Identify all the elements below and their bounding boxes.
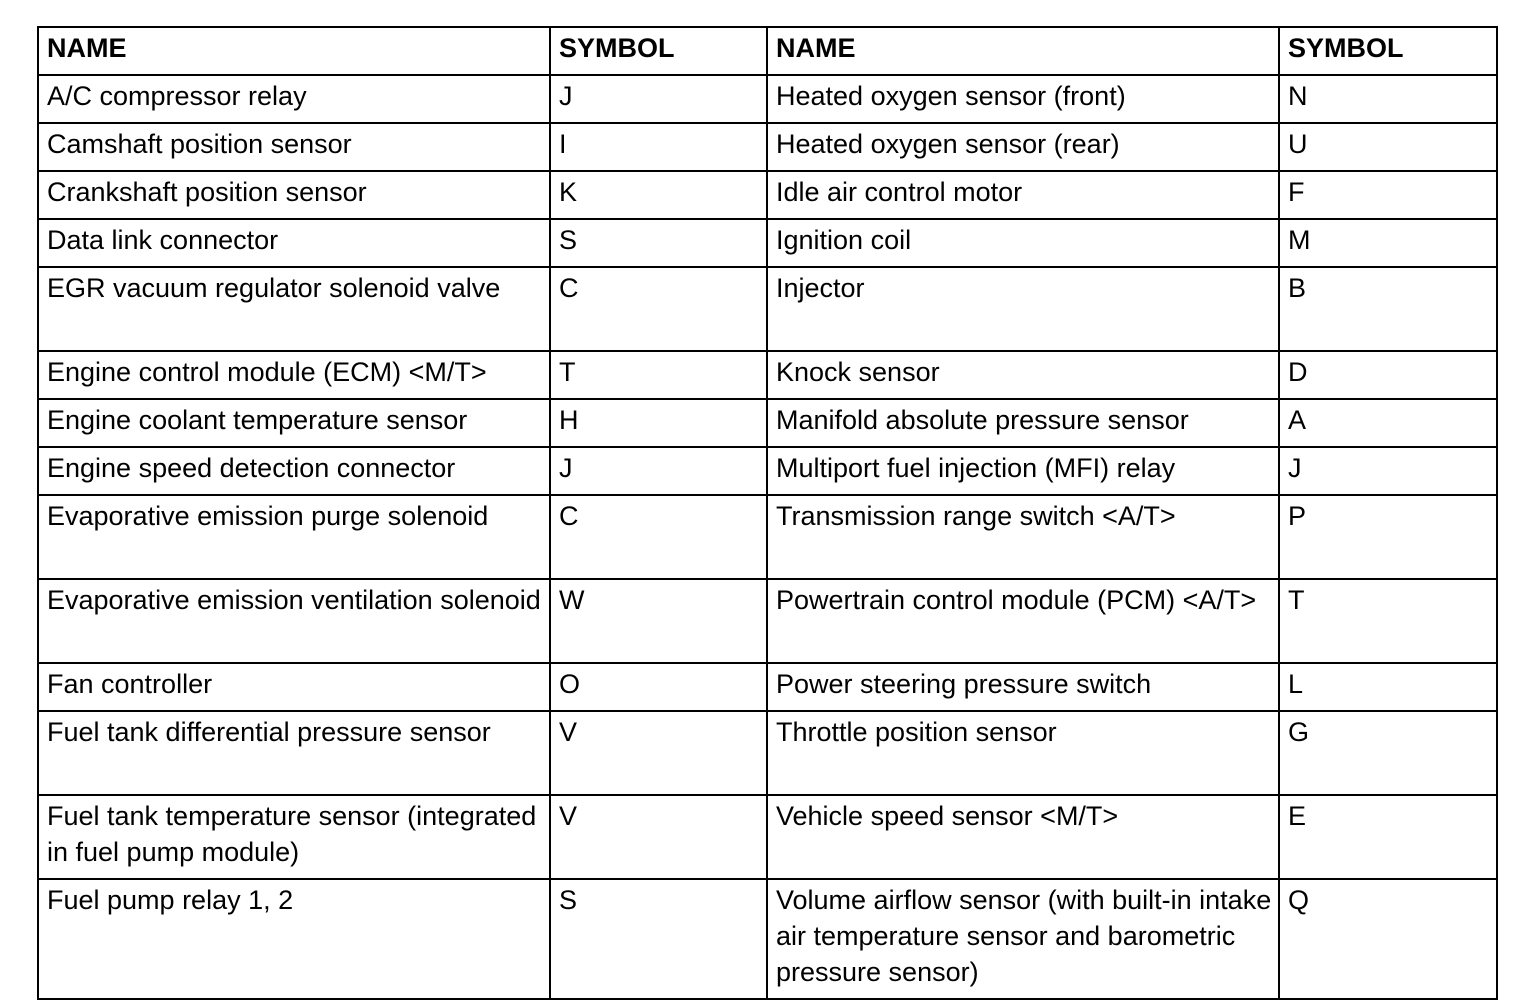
name-right-cell: Idle air control motor [767,171,1279,219]
table-row [38,579,1497,663]
table-row [38,663,1497,711]
name-left-cell: Engine coolant temperature sensor [38,399,550,447]
table-row [38,75,1497,123]
name-right-cell: Powertrain control module (PCM) <A/T> [767,579,1279,663]
table-row [38,795,1497,879]
table-row [38,171,1497,219]
name-left-cell: Evaporative emission ventilation solenoid [38,579,550,663]
table-row [38,123,1497,171]
name-right-cell: Volume airflow sensor (with built-in intake air temperature sensor and barometric pressure sensor) [767,879,1279,999]
symbol-right-cell: E [1279,795,1497,879]
name-left-cell: Fan controller [38,663,550,711]
name-left-cell: Fuel tank temperature sensor (integrated in fuel pump module) [38,795,550,879]
table-row [38,495,1497,579]
name-left-cell: Data link connector [38,219,550,267]
symbol-right-cell: B [1279,267,1497,351]
table-row [38,879,1497,999]
header-name-right: NAME [767,27,1279,75]
symbol-left-cell: W [550,579,767,663]
name-right-cell: Power steering pressure switch [767,663,1279,711]
symbol-left-cell: S [550,219,767,267]
name-left-cell: Fuel tank differential pressure sensor [38,711,550,795]
table-row [38,711,1497,795]
symbol-right-cell: F [1279,171,1497,219]
symbol-left-cell: O [550,663,767,711]
name-right-cell: Injector [767,267,1279,351]
table-row [38,447,1497,495]
name-left-cell: Evaporative emission purge solenoid [38,495,550,579]
symbol-right-cell: N [1279,75,1497,123]
header-symbol-right: SYMBOL [1279,27,1497,75]
symbol-right-cell: Q [1279,879,1497,999]
name-left-cell: Fuel pump relay 1, 2 [38,879,550,999]
name-left-cell: Camshaft position sensor [38,123,550,171]
header-name-left: NAME [38,27,550,75]
name-right-cell: Manifold absolute pressure sensor [767,399,1279,447]
name-right-cell: Throttle position sensor [767,711,1279,795]
table-row [38,267,1497,351]
name-left-cell: EGR vacuum regulator solenoid valve [38,267,550,351]
symbol-left-cell: H [550,399,767,447]
symbol-left-cell: C [550,495,767,579]
symbol-right-cell: D [1279,351,1497,399]
name-left-cell: A/C compressor relay [38,75,550,123]
symbol-left-cell: J [550,75,767,123]
symbol-left-cell: K [550,171,767,219]
symbol-left-cell: J [550,447,767,495]
symbol-right-cell: J [1279,447,1497,495]
name-right-cell: Vehicle speed sensor <M/T> [767,795,1279,879]
symbol-left-cell: V [550,795,767,879]
name-left-cell: Engine control module (ECM) <M/T> [38,351,550,399]
symbol-right-cell: P [1279,495,1497,579]
name-left-cell: Engine speed detection connector [38,447,550,495]
name-left-cell: Crankshaft position sensor [38,171,550,219]
symbol-right-cell: L [1279,663,1497,711]
symbol-right-cell: M [1279,219,1497,267]
name-right-cell: Ignition coil [767,219,1279,267]
table-row [38,219,1497,267]
component-symbol-table [37,26,1498,1000]
name-right-cell: Multiport fuel injection (MFI) relay [767,447,1279,495]
symbol-right-cell: G [1279,711,1497,795]
name-right-cell: Heated oxygen sensor (rear) [767,123,1279,171]
table-header-row [38,27,1497,75]
symbol-left-cell: T [550,351,767,399]
table-row [38,399,1497,447]
symbol-right-cell: T [1279,579,1497,663]
symbol-left-cell: C [550,267,767,351]
header-symbol-left: SYMBOL [550,27,767,75]
symbol-left-cell: S [550,879,767,999]
symbol-right-cell: A [1279,399,1497,447]
name-right-cell: Knock sensor [767,351,1279,399]
symbol-left-cell: I [550,123,767,171]
symbol-right-cell: U [1279,123,1497,171]
symbol-left-cell: V [550,711,767,795]
name-right-cell: Transmission range switch <A/T> [767,495,1279,579]
table-row [38,351,1497,399]
name-right-cell: Heated oxygen sensor (front) [767,75,1279,123]
